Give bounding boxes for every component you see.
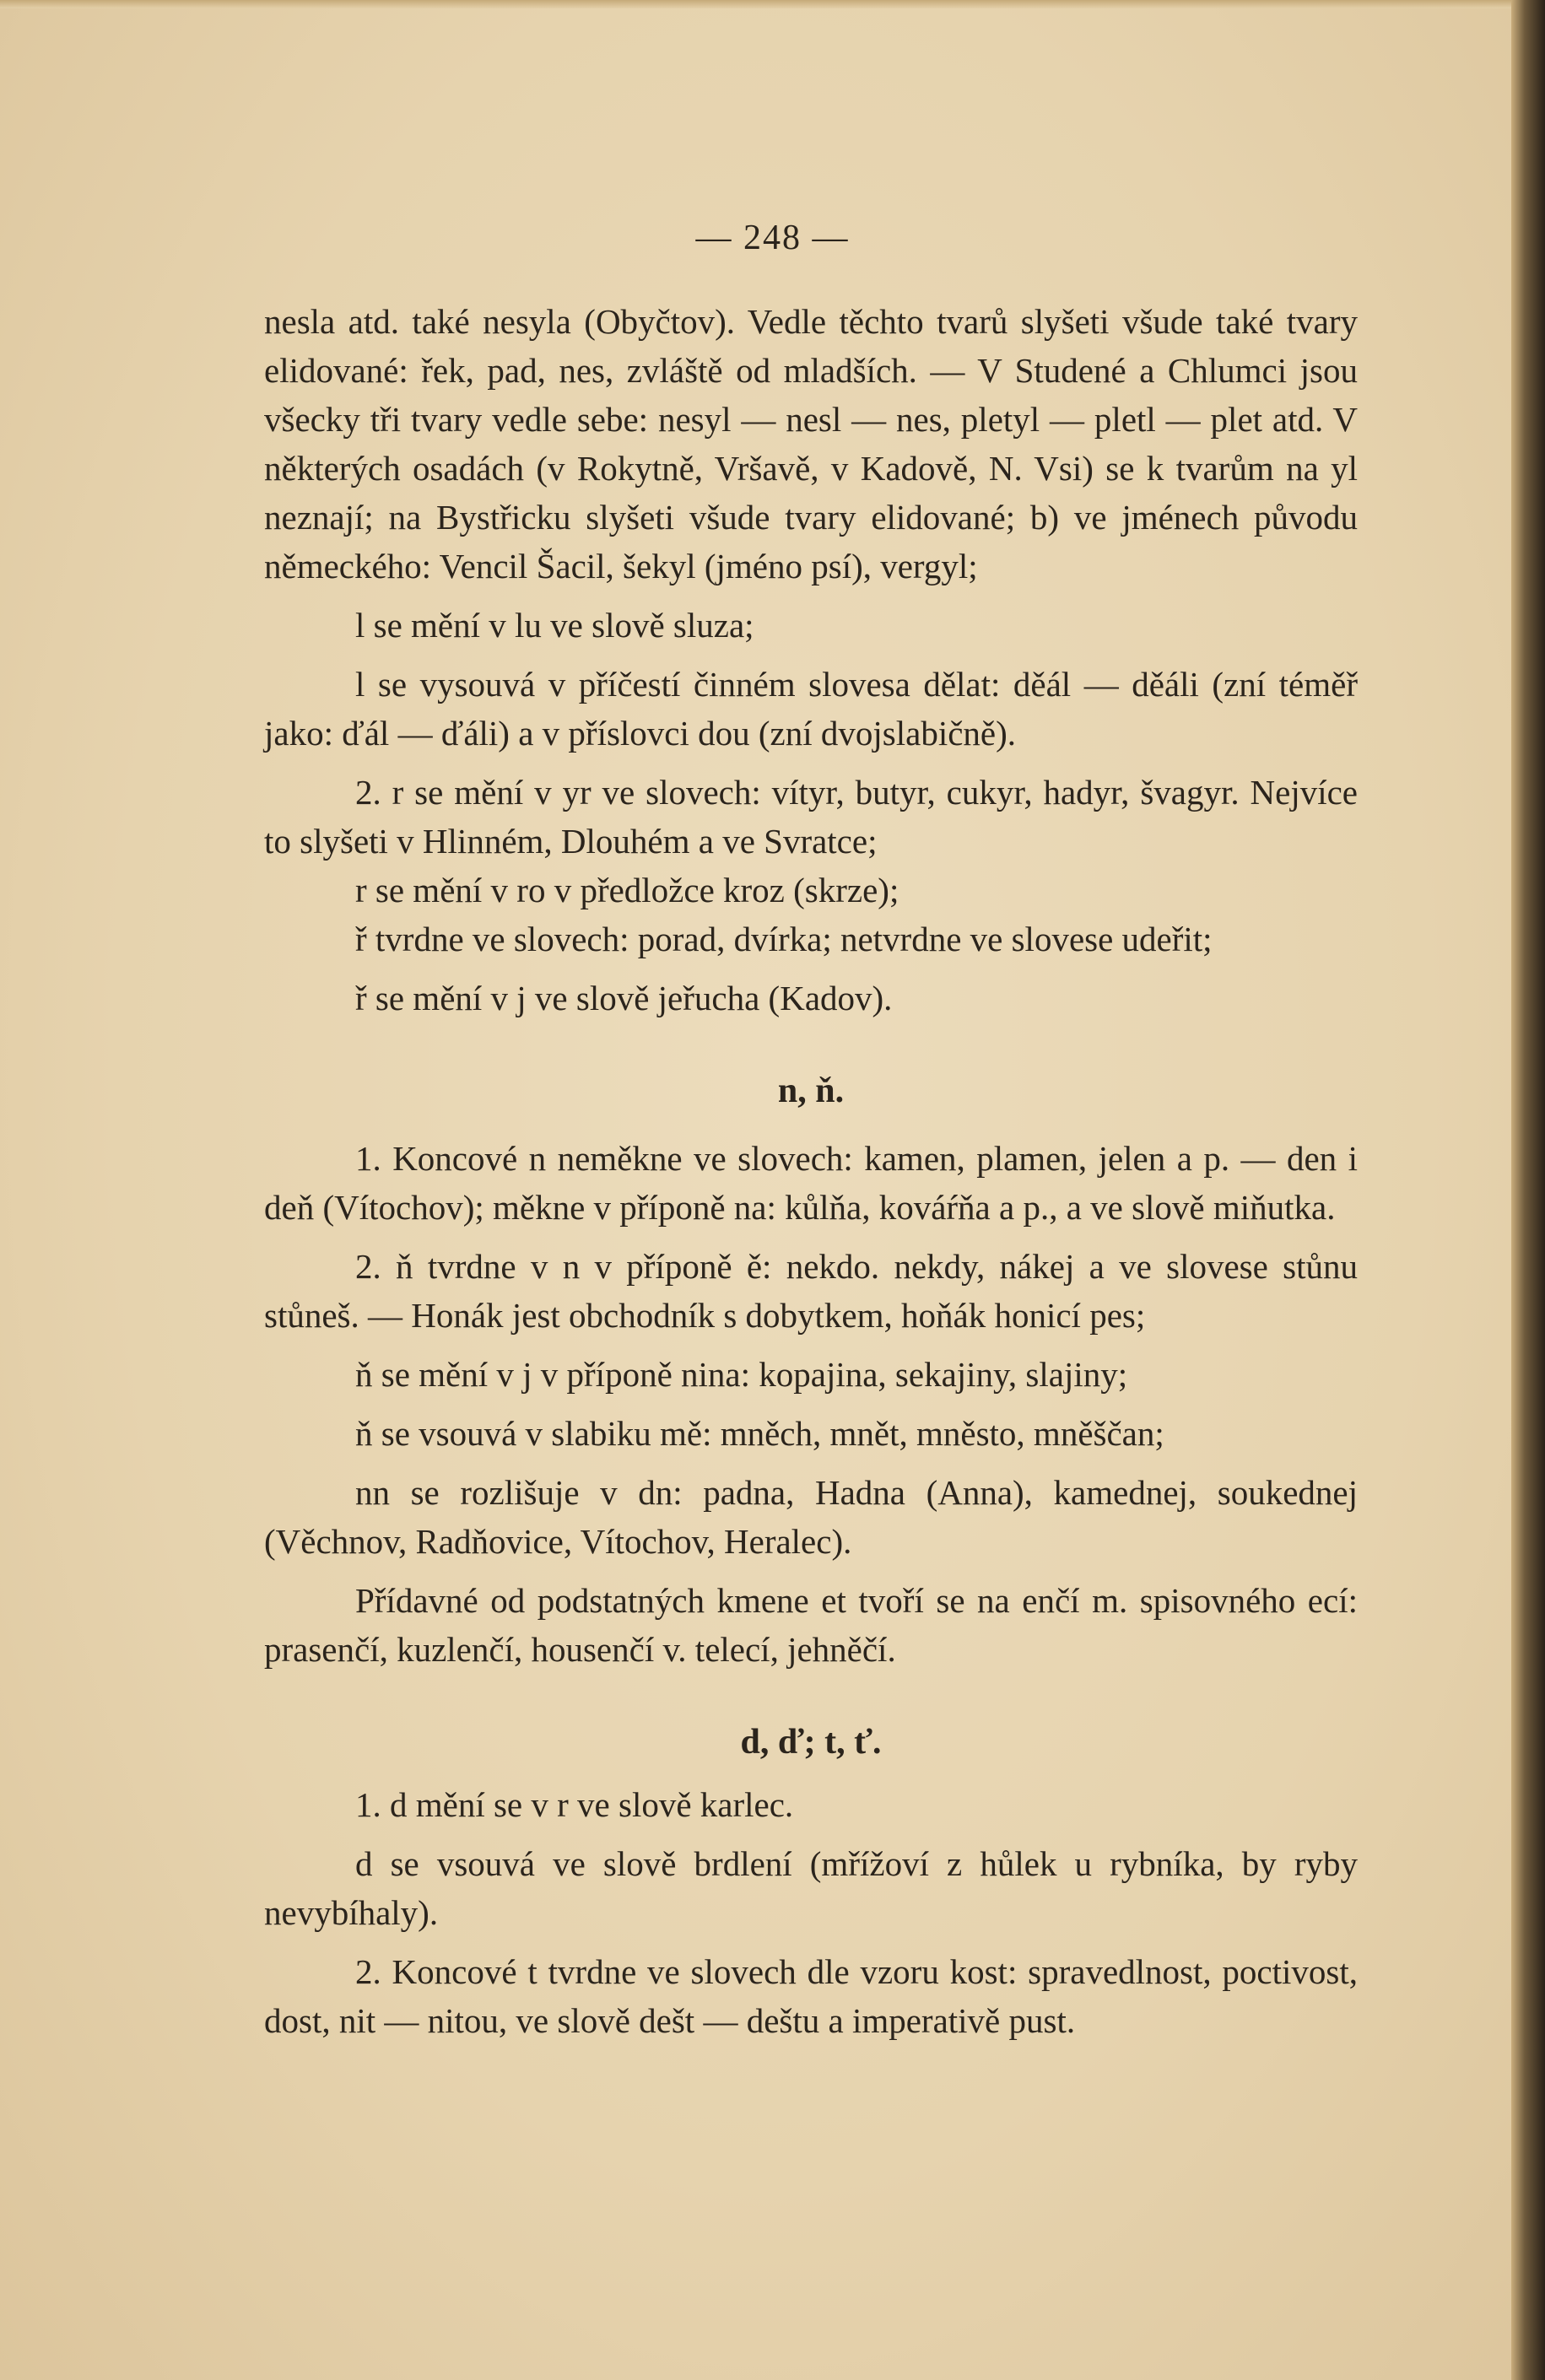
paragraph: Přídavné od podstatných kmene et tvoří se na enčí m. spisovného ecí: prasenčí, kuzlenčí, housenčí v. telecí, jehněčí. [264,1581,1358,1669]
paragraph: 1. d mění se v r ve slově karlec. [355,1785,794,1824]
page-top-edge [0,0,1545,8]
section-heading: n, ň. [777,1071,845,1110]
text-body [264,297,1358,2045]
page-number: — 248 — [695,219,850,257]
paragraph: 1. Koncové n neměkne ve slovech: kamen, plamen, jelen a p. — den i deň (Vítochov); měkne v příponě na: kůlňa, kováŕňa a p., a ve slově miňutka. [264,1139,1358,1227]
paragraph: 2. Koncové t tvrdne ve slovech dle vzoru kost: spravedlnost, poctivost, dost, nit — nitou, ve slově dešt — deštu a imperativě pust. [264,1952,1358,2040]
paragraph: l se vysouvá v příčestí činném slovesa dělat: děál — děáli (zní téměř jako: ďál — ďáli) a v příslovci dou (zní dvojslabičně). [264,665,1358,753]
section-heading: d, ď; t, ť. [740,1723,882,1762]
paragraph: nn se rozlišuje v dn: padna, Hadna (Anna), kamednej, soukednej (Věchnov, Radňovice, Vítochov, Heralec). [264,1473,1358,1561]
paragraph: 2. r se mění v yr ve slovech: vítyr, butyr, cukyr, hadyr, švagyr. Nejvíce to slyšeti v Hlinném, Dlouhém a ve Svratce; [264,773,1358,861]
paragraph: ř se mění v j ve slově jeřucha (Kadov). [355,979,893,1017]
paragraph: ň se vsouvá v slabiku mě: mněch, mnět, mněsto, mněščan; [355,1414,1164,1453]
paragraph: d se vsouvá ve slově brdlení (mřížoví z hůlek u rybníka, by ryby nevybíhaly). [264,1844,1358,1932]
paragraph: l se mění v lu ve slově sluza; [355,606,754,645]
paragraph: ř tvrdne ve slovech: porad, dvírka; netvrdne ve slovese udeřit; [355,920,1213,958]
paragraph: ň se mění v j v příponě nina: kopajina, sekajiny, slajiny; [355,1355,1128,1394]
paragraph: r se mění v ro v předložce kroz (skrze); [355,871,899,909]
paragraph: nesla atd. také nesyla (Obyčtov). Vedle těchto tvarů slyšeti všude také tvary elidované: řek, pad, nes, zvláště od mladších. — V Studené a Chlumci jsou všecky tři tvary vedle sebe: nesyl — nesl — nes, pletyl — pletl — plet atd. V některých osadách (v Rokytně, Vršavě, v Kadově, N. Vsi) se k tvarům na yl neznají; na Bystřicku slyšeti všude tvary elidované; b) ve jménech původu německého: Vencil Šacil, šekyl (jméno psí), vergyl; [264,302,1358,586]
paragraph: 2. ň tvrdne v n v příponě ě: nekdo. nekdy, nákej a ve slovese stůnu stůneš. — Honák jest obchodník s dobytkem, hoňák honicí pes; [264,1247,1358,1335]
page-spine-edge [1511,0,1545,2380]
